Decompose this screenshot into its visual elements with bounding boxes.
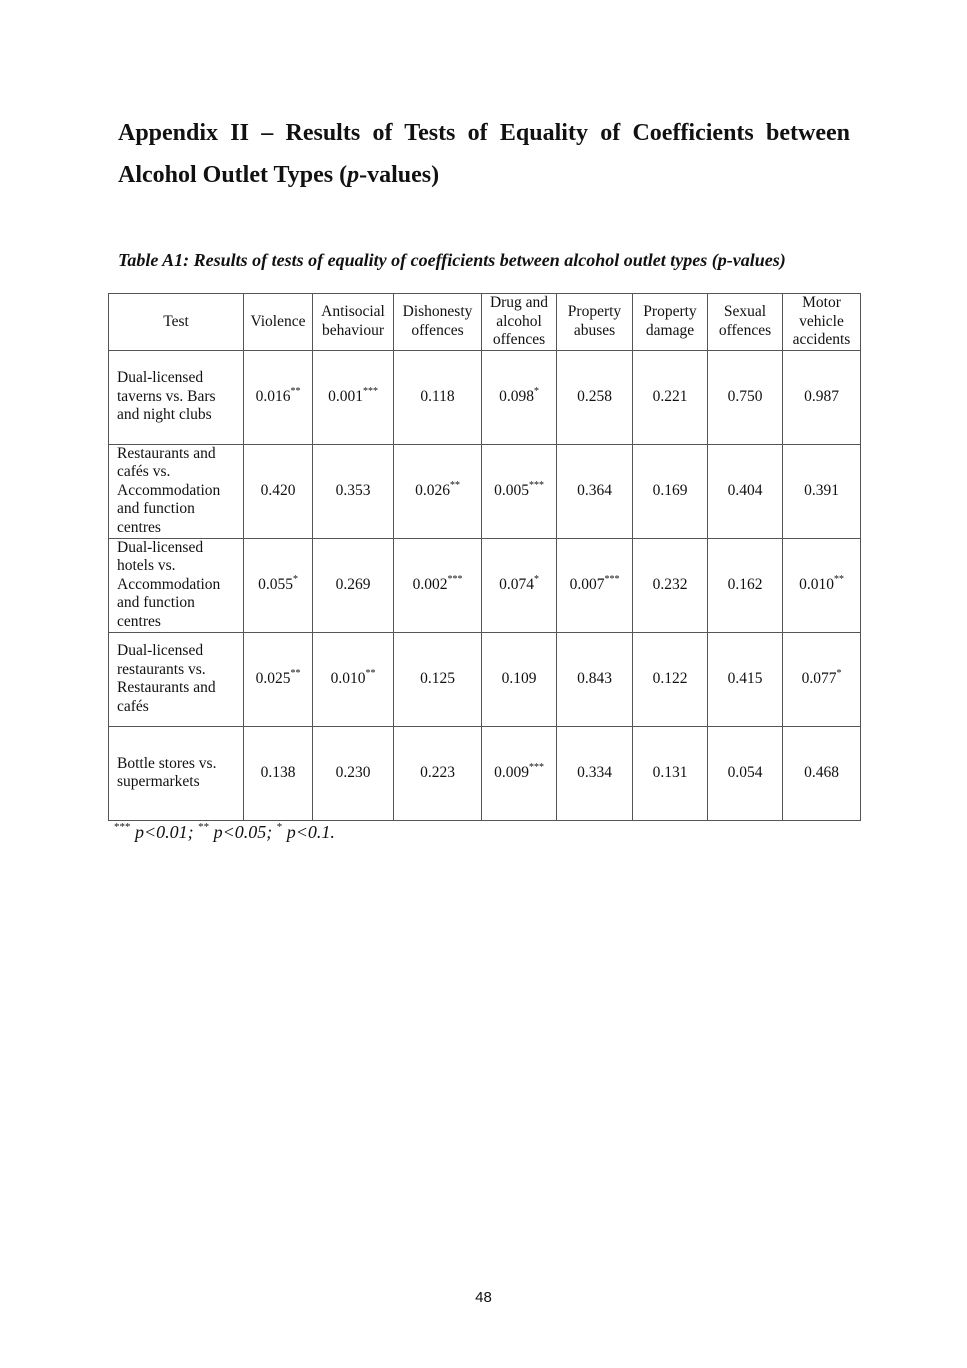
p-value-cell: 0.074*	[482, 538, 557, 632]
p-value-cell: 0.055*	[244, 538, 313, 632]
p-value-cell: 0.353	[313, 444, 394, 538]
p-value-cell: 0.420	[244, 444, 313, 538]
p-value-cell: 0.169	[633, 444, 708, 538]
p-value-cell: 0.007***	[557, 538, 633, 632]
p-value-cell: 0.232	[633, 538, 708, 632]
test-label-cell: Dual-licensed restaurants vs. Restaurants and cafés	[109, 632, 244, 726]
significance-mark: *	[836, 667, 842, 679]
p-value-cell: 0.334	[557, 726, 633, 820]
test-label-cell: Bottle stores vs. supermarkets	[109, 726, 244, 820]
significance-mark: **	[290, 667, 301, 679]
p-value-cell: 0.109	[482, 632, 557, 726]
p-value-cell: 0.415	[708, 632, 783, 726]
column-header: Test	[109, 294, 244, 351]
significance-mark: **	[365, 667, 376, 679]
column-header: Motor vehicle accidents	[783, 294, 861, 351]
p-value-cell: 0.138	[244, 726, 313, 820]
table-row	[109, 538, 861, 632]
p-value-cell: 0.987	[783, 350, 861, 444]
p-value-cell: 0.125	[394, 632, 482, 726]
p-value-cell: 0.077*	[783, 632, 861, 726]
results-table	[108, 293, 861, 821]
p-value-cell: 0.468	[783, 726, 861, 820]
p-value-cell: 0.002***	[394, 538, 482, 632]
p-value-cell: 0.269	[313, 538, 394, 632]
p-value-cell: 0.010**	[313, 632, 394, 726]
table-row	[109, 726, 861, 820]
p-value-cell: 0.118	[394, 350, 482, 444]
significance-mark: **	[833, 573, 844, 585]
p-value-cell: 0.098*	[482, 350, 557, 444]
significance-mark: ***	[528, 479, 544, 491]
column-header: Drug and alcohol offences	[482, 294, 557, 351]
significance-mark: ***	[528, 761, 544, 773]
heading-line-1: Appendix II – Results of Tests of Equality of Coefficients between	[118, 120, 850, 146]
p-value-cell: 0.025**	[244, 632, 313, 726]
significance-mark: ***	[362, 385, 378, 397]
p-value-cell: 0.162	[708, 538, 783, 632]
p-value-cell: 0.016**	[244, 350, 313, 444]
p-value-cell: 0.221	[633, 350, 708, 444]
test-label-cell: Dual-licensed hotels vs. Accommodation and function centres	[109, 538, 244, 632]
p-value-cell: 0.131	[633, 726, 708, 820]
table-header-row	[109, 294, 861, 351]
significance-mark: *	[533, 385, 539, 397]
p-value-cell: 0.404	[708, 444, 783, 538]
p-value-cell: 0.122	[633, 632, 708, 726]
column-header: Property abuses	[557, 294, 633, 351]
heading-line-2: Alcohol Outlet Types (p-values)	[118, 162, 440, 188]
table-row	[109, 350, 861, 444]
column-header: Sexual offences	[708, 294, 783, 351]
significance-mark: ***	[447, 573, 463, 585]
p-value-cell: 0.364	[557, 444, 633, 538]
test-label-cell: Restaurants and cafés vs. Accommodation and function centres	[109, 444, 244, 538]
significance-mark: **	[290, 385, 301, 397]
p-value-cell: 0.258	[557, 350, 633, 444]
column-header: Violence	[244, 294, 313, 351]
p-value-cell: 0.391	[783, 444, 861, 538]
significance-mark: **	[449, 479, 460, 491]
p-value-cell: 0.005***	[482, 444, 557, 538]
p-value-cell: 0.230	[313, 726, 394, 820]
p-value-cell: 0.009***	[482, 726, 557, 820]
significance-mark: *	[292, 573, 298, 585]
page-number: 48	[475, 1289, 492, 1306]
p-value-cell: 0.223	[394, 726, 482, 820]
significance-footnote: *** p<0.01; ** p<0.05; * p<0.1.	[114, 821, 335, 842]
table-row	[109, 632, 861, 726]
column-header: Dishonesty offences	[394, 294, 482, 351]
significance-mark: *	[533, 573, 539, 585]
column-header: Antisocial behaviour	[313, 294, 394, 351]
p-value-cell: 0.750	[708, 350, 783, 444]
p-value-cell: 0.001***	[313, 350, 394, 444]
p-value-cell: 0.843	[557, 632, 633, 726]
appendix-heading	[118, 112, 850, 196]
p-value-cell: 0.054	[708, 726, 783, 820]
table-caption: Table A1: Results of tests of equality of coefficients between alcohol outlet types (p-values)	[118, 250, 786, 270]
test-label-cell: Dual-licensed taverns vs. Bars and night clubs	[109, 350, 244, 444]
p-value-cell: 0.010**	[783, 538, 861, 632]
column-header: Property damage	[633, 294, 708, 351]
significance-mark: ***	[604, 573, 620, 585]
p-value-cell: 0.026**	[394, 444, 482, 538]
table-row	[109, 444, 861, 538]
